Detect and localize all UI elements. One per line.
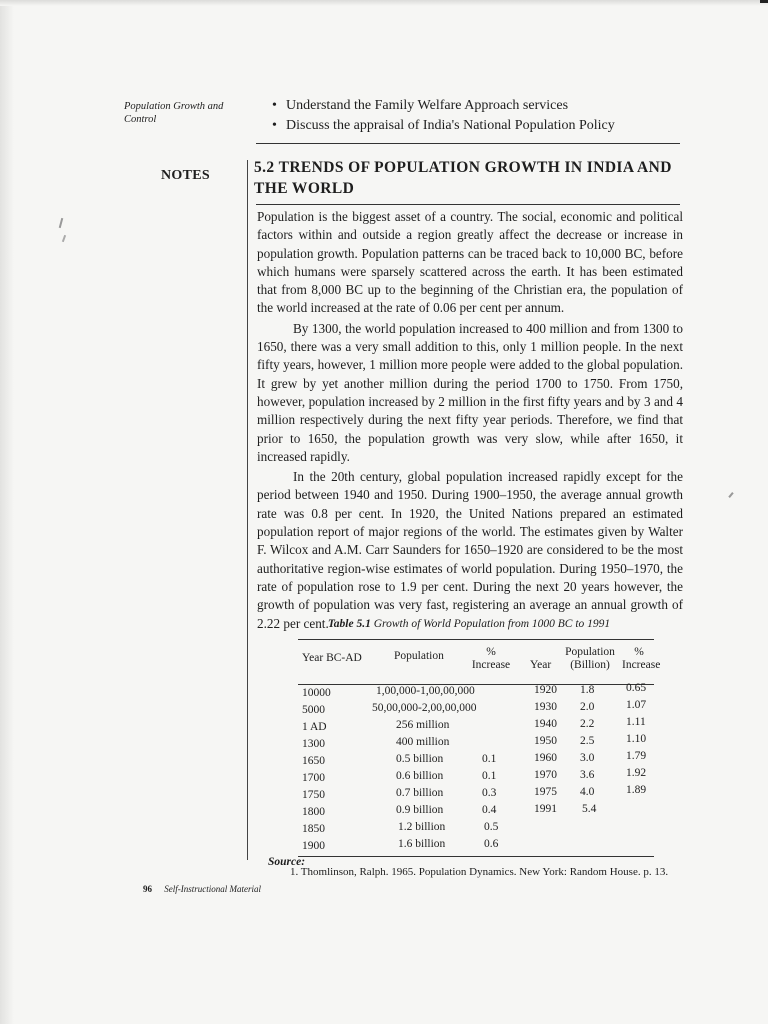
table-cell: 0.6	[484, 838, 499, 850]
scan-speck	[62, 235, 66, 242]
table-cell: 4.0	[580, 786, 595, 798]
page-number: 96	[143, 884, 152, 894]
table-cell: 0.4	[482, 804, 497, 816]
table-cell: 1960	[534, 752, 557, 764]
table-cell: 400 million	[396, 736, 450, 748]
table-caption-text: Growth of World Population from 1000 BC to 1991	[373, 618, 611, 630]
table-cell: 1920	[534, 684, 557, 696]
table-cell: 1700	[302, 772, 325, 784]
header-rule	[256, 143, 680, 144]
margin-rule	[247, 160, 248, 860]
objectives-list	[270, 96, 670, 136]
table-cell: 1850	[302, 823, 325, 835]
corner-mark	[760, 0, 768, 3]
table-cell: 0.65	[626, 682, 647, 694]
running-head: Population Growth and Control	[124, 101, 224, 125]
table-cell: 1900	[302, 840, 325, 852]
table-caption	[256, 618, 682, 630]
table-cell: 1 AD	[302, 721, 327, 733]
table-cell: 256 million	[396, 719, 450, 731]
table-cell: 1991	[534, 803, 557, 815]
table-cell: 10000	[302, 687, 331, 699]
table-cell: 5.4	[582, 803, 597, 815]
table-cell: 1.2 billion	[398, 821, 446, 833]
table-cell: 1975	[534, 786, 557, 798]
table-cell: 1.89	[626, 784, 647, 796]
table-cell: 1.92	[626, 767, 647, 779]
objective-item: • Understand the Family Welfare Approach services	[270, 96, 670, 116]
table-cell: 0.1	[482, 753, 497, 765]
table-cell: 2.2	[580, 718, 595, 730]
table-cell: 1930	[534, 701, 557, 713]
body-text	[257, 208, 683, 633]
col-header-pct-increase-2: % Increase	[622, 646, 661, 671]
section-number: 5.2	[254, 159, 275, 176]
table-cell: 0.5 billion	[396, 753, 444, 765]
section-heading	[254, 157, 684, 199]
table-cell: 1.6 billion	[398, 838, 446, 850]
paragraph: By 1300, the world population increased to 400 million and from 1300 to 1650, there was a very small addition to this, only 1 million people. In the next fifty years, however, 1 million more people were added to the global population. It grew by yet another million during the period 1700 to 1750. From 1750, however, population increased by 2 million in the first fifty years and by 3 and 4 million respectively during the next fifty year periods. Therefore, we find that prior to 1650, the population growth was very slow, while after 1650, it increased rapidly.	[257, 320, 683, 464]
scan-speck	[59, 218, 64, 228]
section-title: TRENDS OF POPULATION GROWTH IN INDIA AND THE WORLD	[254, 159, 672, 197]
table-cell: 0.5	[484, 821, 499, 833]
table-cell: 1.79	[626, 750, 647, 762]
table-cell: 0.3	[482, 787, 497, 799]
objective-item: • Discuss the appraisal of India's National Population Policy	[270, 116, 670, 136]
table-rule-bottom	[298, 856, 654, 857]
col-header-year-bcad: Year BC-AD	[302, 652, 362, 664]
table-cell: 3.0	[580, 752, 595, 764]
table-cell: 1650	[302, 755, 325, 767]
scan-left-edge	[0, 0, 14, 1024]
col-header-pct-increase: % Increase	[471, 646, 511, 671]
table-cell: 0.6 billion	[396, 770, 444, 782]
page-footer	[143, 884, 261, 894]
scan-speck	[728, 492, 733, 498]
table-cell: 1750	[302, 789, 325, 801]
footer-material: Self-Instructional Material	[164, 884, 261, 894]
paragraph: Population is the biggest asset of a country. The social, economic and political factors within and outside a region greatly affect the decrease or increase in population growth. Population patterns can be traced back to 10,000 BC, before which humans were sparsely scattered across the earth. It has been estimated that from 8,000 BC up to the beginning of the Christian era, the population of the world increased at the rate of 0.06 per cent per annum.	[257, 209, 683, 316]
paragraph: In the 20th century, global population increased rapidly except for the period between 1940 and 1950. During 1900–1950, the average annual growth rate was 0.8 per cent. In 1920, the United Nations prepared an estimated population report of major regions of the world. The estimates given by Walter F. Wilcox and A.M. Carr Saunders for 1650–1920 are considered to be the most authoritative region-wise estimates of world population. During 1950–1970, the rate of population rose to 1.9 per cent. During the next 20 years however, the growth of population was very fast, registering an average an annual growth of 2.22 per cent.	[257, 469, 683, 631]
table-cell: 2.5	[580, 735, 595, 747]
table-cell: 1800	[302, 806, 325, 818]
table-cell: 1.8	[580, 684, 595, 696]
table-cell: 1.11	[626, 716, 646, 728]
notes-label: NOTES	[161, 168, 210, 183]
table-cell: 0.9 billion	[396, 804, 444, 816]
table-cell: 50,00,000-2,00,00,000	[372, 702, 477, 714]
col-header-population-billion: Population (Billion)	[565, 646, 615, 671]
table-caption-label: Table 5.1	[327, 618, 371, 630]
table-cell: 0.1	[482, 770, 497, 782]
table-cell: 1.07	[626, 699, 647, 711]
section-rule	[256, 204, 680, 205]
col-header-population: Population	[394, 650, 444, 662]
table-cell: 1300	[302, 738, 325, 750]
table-cell: 1940	[534, 718, 557, 730]
table-cell: 2.0	[580, 701, 595, 713]
table-cell: 0.7 billion	[396, 787, 444, 799]
col-header-year: Year	[530, 659, 552, 671]
table-header	[300, 640, 661, 684]
table-cell: 5000	[302, 704, 325, 716]
table-cell: 1970	[534, 769, 557, 781]
table-cell: 3.6	[580, 769, 595, 781]
table-body	[300, 684, 656, 854]
table-cell: 1,00,000-1,00,00,000	[376, 685, 475, 697]
source-label: Source:	[268, 856, 306, 868]
source-reference: 1. Thomlinson, Ralph. 1965. Population Dynamics. New York: Random House. p. 13.	[290, 866, 669, 878]
table-cell: 1950	[534, 735, 557, 747]
table-cell: 1.10	[626, 733, 647, 745]
scan-top-edge	[0, 0, 768, 6]
